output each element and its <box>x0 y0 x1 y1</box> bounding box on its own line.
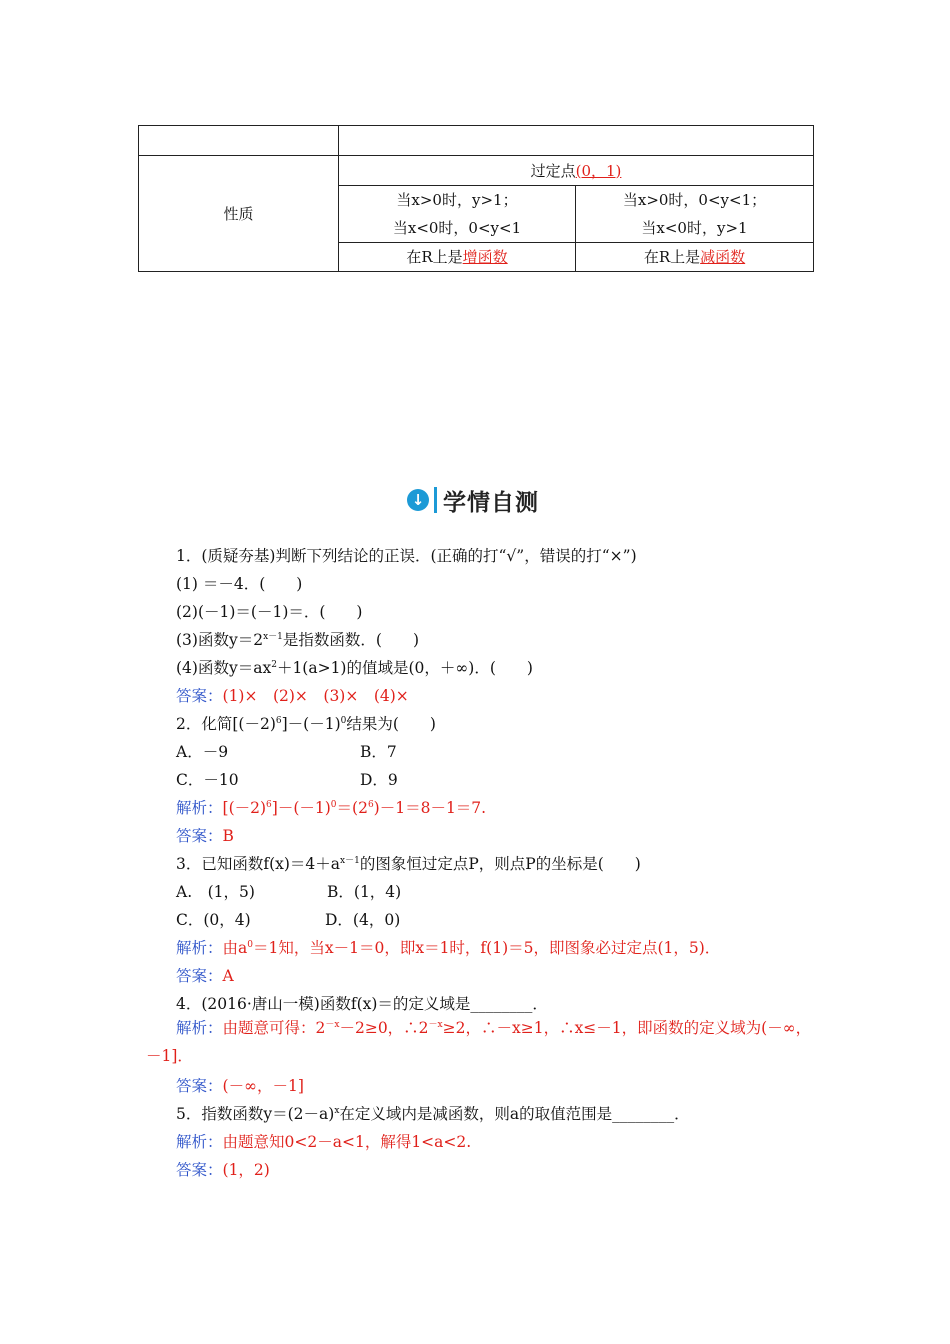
q5-stem: 5．指数函数$y=(2-a)^x$在定义域内是减函数，则a的取值范围是________． <box>176 1105 690 1123</box>
q2-option-c: C．－10 <box>176 771 239 789</box>
q2-option-a: A．－9 <box>176 743 229 761</box>
q5-answer: 答案：(1，2) <box>176 1161 270 1179</box>
q5-analysis: 解析：由题意知0<2－a<1，解得1<a<2. <box>176 1133 472 1151</box>
decreasing-answer: 减函数 <box>700 248 746 266</box>
fixed-point-answer: (0，1) <box>575 161 622 180</box>
exponential-property-table <box>138 125 814 272</box>
section-heading <box>407 482 539 518</box>
section-title: 学情自测 <box>443 489 539 516</box>
q3-stem: 3．已知函数$f(x)=4+a^{x-1}$的图象恒过定点P，则点P的坐标是( ) <box>176 855 641 873</box>
increasing-answer: 增函数 <box>462 248 508 266</box>
q3-option-c: C．(0，4) <box>176 911 251 929</box>
q2-option-d: D．9 <box>360 771 398 789</box>
increasing-mono-cell: 在R上是增函数 <box>339 243 576 272</box>
q3-answer: 答案：A <box>176 967 234 985</box>
q1-item-2: (2)(－1)＝(－1)＝．( ) <box>176 603 363 621</box>
q1-item-1: (1) ＝－4．( ) <box>176 575 303 593</box>
q2-answer: 答案：B <box>176 827 234 845</box>
q1-stem: 1．(质疑夯基)判断下列结论的正误．(正确的打“√”，错误的打“×”) <box>176 547 637 565</box>
heading-divider <box>434 487 437 513</box>
q1-item-4: (4)函数$y=ax^2+1(a>1)$的值域是(0，＋∞)．( ) <box>176 659 533 677</box>
fixed-point-cell: 过定点(0，1) <box>339 156 814 186</box>
q4-analysis: 解析：由题意可得：$2^{-x}-2\ge 0$，$\therefore 2^{-x}\ge 2$，∴－x≥1，∴x≤－1，即函数的定义域为(－∞，－1]． <box>146 1019 812 1065</box>
decreasing-range-cell: 当x>0时，0<y<1； 当x<0时，y>1 <box>576 186 814 243</box>
decreasing-mono-cell: 在R上是减函数 <box>576 243 814 272</box>
q2-analysis: 解析：$[(-2)^6]-(-1)^0=(2^6)-1=8-1=7$. <box>176 799 487 817</box>
table-empty-header <box>339 126 814 156</box>
q3-analysis: 解析：由$a^0=1$知，当x－1＝0，即x＝1时，f(1)＝5，即图象必过定点(1，5)． <box>176 939 721 957</box>
property-label: 性质 <box>139 156 339 272</box>
q2-stem: 2．化简$[(-2)^6]-(-1)^0$结果为( ) <box>176 715 436 733</box>
q3-option-d: D．(4，0) <box>325 911 401 929</box>
table-empty-cell <box>139 126 339 156</box>
q3-option-b: B．(1，4) <box>327 883 402 901</box>
q1-answer: 答案：(1)× (2)× (3)× (4)× <box>176 687 409 705</box>
q4-answer: 答案：(－∞，－1] <box>176 1077 304 1095</box>
q3-option-a: A. (1，5) <box>176 883 255 901</box>
q1-item-3: (3)函数$y=2^{x-1}$是指数函数．( ) <box>176 631 419 649</box>
q2-option-b: B．7 <box>360 743 397 761</box>
q4-stem: 4．(2016·唐山一模)函数f(x)＝的定义域是________． <box>176 995 548 1013</box>
down-arrow-circle-icon: ↓ <box>407 489 429 511</box>
increasing-range-cell: 当x>0时，y>1； 当x<0时，0<y<1 <box>339 186 576 243</box>
